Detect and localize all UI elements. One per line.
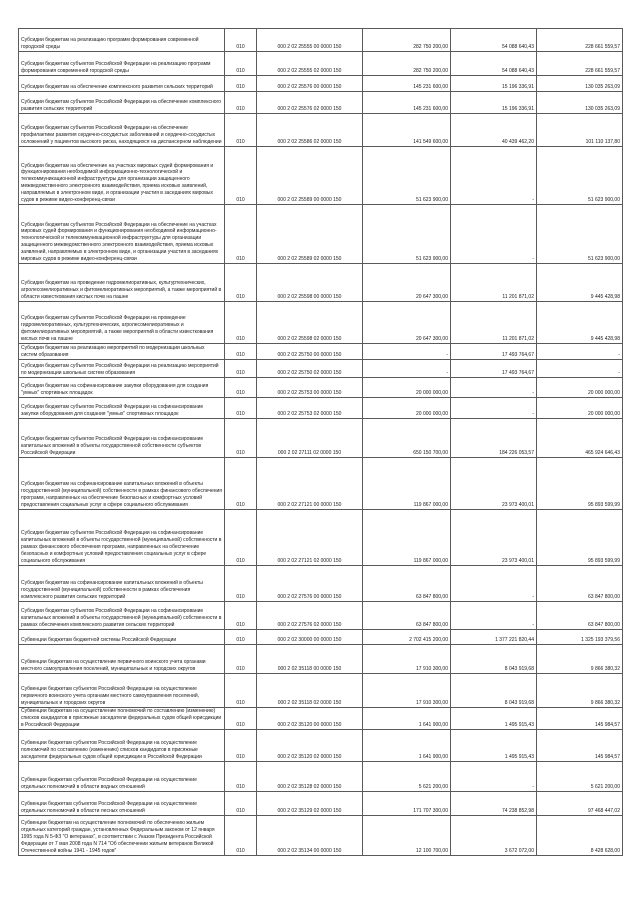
row-line-code: 010 [225, 147, 257, 205]
row-name: Субсидии бюджетам субъектов Российской Федерации на обеспечение профилактики развития сердечно-сосудистых заболеваний и сердечно-сосудистых осложнений у пациентов высокого риска, находящихся на диспансерном наблюдении [21, 125, 222, 146]
row-budget-code: 000 2 02 25589 02 0000 150 [257, 205, 363, 264]
row-line-code: 010 [225, 114, 257, 147]
row-approved-amount: 51 623 900,00 [363, 205, 451, 264]
row-name-cell [19, 147, 225, 205]
table-row [19, 458, 623, 510]
row-name: Субсидии бюджетам на проведение гидромелиоративных, культуртехнических, агролесомелиоративных и фитомелиоративных мероприятий, а также мероприятий в области известкования кислых почв на пашне [21, 280, 222, 301]
row-name-cell [19, 344, 225, 360]
table-row [19, 729, 623, 761]
row-budget-code: 000 2 02 25753 02 0000 150 [257, 398, 363, 419]
row-budget-code: 000 2 02 27121 00 0000 150 [257, 458, 363, 510]
row-unexecuted-amount: 1 325 193 379,56 [537, 630, 623, 645]
row-name: Субсидии бюджетам субъектов Российской Федерации на проведение гидромелиоративных, культуртехнических, агролесомелиоративных и фитомелиоративных мероприятий, а также мероприятий в области известкования кислых почв на пашне [21, 315, 214, 343]
row-approved-amount: 63 847 800,00 [363, 566, 451, 602]
row-name-cell [19, 708, 225, 730]
row-unexecuted-amount: 9 445 428,98 [537, 302, 623, 344]
row-name-cell [19, 302, 225, 344]
row-budget-code: 000 2 02 27111 02 0000 150 [257, 419, 363, 458]
row-unexecuted-amount: - [537, 344, 623, 360]
row-budget-code: 000 2 02 25555 02 0000 150 [257, 52, 363, 76]
row-line-code: 010 [225, 674, 257, 708]
row-unexecuted-amount: 97 468 447,02 [537, 791, 623, 815]
row-budget-code: 000 2 02 35129 02 0000 150 [257, 791, 363, 815]
row-executed-amount: 23 973 400,01 [451, 458, 537, 510]
table-row [19, 419, 623, 458]
row-executed-amount: - [451, 761, 537, 791]
row-name: Субсидии бюджетам субъектов Российской Федерации на софинансирование капитальных вложений в объекты государственной (муниципальной) собственности в рамках обеспечения комплексного развития сельских территорий [21, 608, 222, 629]
row-line-code: 010 [225, 378, 257, 398]
table-row [19, 29, 623, 52]
row-line-code: 010 [225, 398, 257, 419]
row-approved-amount: 145 231 600,00 [363, 76, 451, 92]
row-name: Субсидии бюджетам на обеспечение на участках мировых судей формирования и функционирования необходимой информационно-технологической и телекоммуникационной инфраструктуры для организации защищенного межведомственного электронного взаимодействия, приема исковых заявлений, направляемых в электронном виде, и организации участия в заседаниях мировых судов в режиме видео-конференц-связи [21, 162, 214, 204]
row-unexecuted-amount: 9 445 428,98 [537, 264, 623, 302]
row-approved-amount: 119 867 000,00 [363, 510, 451, 566]
row-executed-amount: 1 377 221 820,44 [451, 630, 537, 645]
row-name: Субсидии бюджетам на софинансирование закупки оборудования для создания "умных" спортивных площадок [21, 383, 209, 397]
row-unexecuted-amount: 130 035 263,09 [537, 76, 623, 92]
row-name-cell [19, 398, 225, 419]
table-row [19, 344, 623, 360]
row-name: Субвенции бюджетам субъектов Российской Федерации на осуществление отдельных полномочий в области водных отношений [21, 776, 197, 790]
row-executed-amount: 1 495 915,43 [451, 729, 537, 761]
table-row [19, 264, 623, 302]
row-line-code: 010 [225, 458, 257, 510]
row-executed-amount: 8 043 919,68 [451, 674, 537, 708]
row-name-cell [19, 815, 225, 855]
row-approved-amount: 145 231 600,00 [363, 92, 451, 114]
row-name: Субсидии бюджетам субъектов Российской Федерации на реализацию программ формирования современной городской среды [21, 61, 211, 75]
row-name-cell [19, 729, 225, 761]
row-executed-amount: 54 088 640,43 [451, 29, 537, 52]
row-name: Субвенции бюджетам на осуществление первичного воинского учета органами местного самоуправления поселений, муниципальных и городских округов [21, 659, 206, 673]
row-name-cell [19, 92, 225, 114]
row-name-cell [19, 674, 225, 708]
table-row [19, 92, 623, 114]
row-approved-amount: 119 867 000,00 [363, 458, 451, 510]
row-budget-code: 000 2 02 35118 00 0000 150 [257, 645, 363, 674]
row-name: Субсидии бюджетам на реализацию мероприятий по модернизации школьных систем образования [21, 345, 205, 359]
table-row [19, 205, 623, 264]
row-name: Субвенции бюджетам субъектов Российской Федерации на осуществление полномочий по составлению (изменению) списков кандидатов в присяжные заседатели федеральных судов общей юрисдикции в Российской Федерации [21, 740, 202, 760]
row-budget-code: 000 2 02 25576 00 0000 150 [257, 76, 363, 92]
row-budget-code: 000 2 02 30000 00 0000 150 [257, 630, 363, 645]
row-name: Субвенции бюджетам субъектов Российской Федерации на осуществление отдельных полномочий в области лесных отношений [21, 800, 197, 814]
table-row [19, 398, 623, 419]
row-name-cell [19, 566, 225, 602]
row-unexecuted-amount: 9 866 380,32 [537, 674, 623, 708]
row-approved-amount: 20 000 000,00 [363, 398, 451, 419]
row-name: Субсидии бюджетам на обеспечение комплексного развития сельских территорий [21, 84, 213, 91]
row-name: Субсидии бюджетам субъектов Российской Федерации на обеспечение на участках мировых судей формирования и функционирования необходимой информационно-технологической и телекоммуникационной инфраструктуры для организации защищенного межведомственного электронного взаимодействия, приема исковых заявлений, направляемых в электронном виде, и организации участия в заседаниях мировых судов в режиме видео-конференц-связи [21, 221, 219, 263]
row-unexecuted-amount: - [537, 360, 623, 378]
row-executed-amount: 184 226 053,57 [451, 419, 537, 458]
row-budget-code: 000 2 02 35128 02 0000 150 [257, 761, 363, 791]
row-approved-amount: 5 621 200,00 [363, 761, 451, 791]
row-approved-amount: 20 647 300,00 [363, 302, 451, 344]
row-approved-amount: 282 750 200,00 [363, 52, 451, 76]
row-name-cell [19, 76, 225, 92]
row-budget-code: 000 2 02 27576 02 0000 150 [257, 602, 363, 630]
row-line-code: 010 [225, 815, 257, 855]
row-budget-code: 000 2 02 35118 02 0000 150 [257, 674, 363, 708]
row-name-cell [19, 29, 225, 52]
budget-income-table [18, 28, 623, 856]
row-line-code: 010 [225, 344, 257, 360]
table-row [19, 302, 623, 344]
row-executed-amount: - [451, 602, 537, 630]
row-approved-amount: 2 702 415 200,00 [363, 630, 451, 645]
row-name-cell [19, 52, 225, 76]
table-row [19, 52, 623, 76]
table-row [19, 761, 623, 791]
table-row [19, 114, 623, 147]
row-line-code: 010 [225, 419, 257, 458]
row-executed-amount: 23 973 400,01 [451, 510, 537, 566]
row-executed-amount: 17 493 764,67 [451, 360, 537, 378]
table-row [19, 791, 623, 815]
row-line-code: 010 [225, 302, 257, 344]
row-name-cell [19, 458, 225, 510]
row-unexecuted-amount: 63 847 800,00 [537, 602, 623, 630]
row-name: Субсидии бюджетам на софинансирование капитальных вложений в объекты государственной (муниципальной) собственности в рамках обеспечения комплексного развития сельских территорий [21, 580, 203, 601]
row-budget-code: 000 2 02 35120 00 0000 150 [257, 708, 363, 730]
row-budget-code: 000 2 02 25750 02 0000 150 [257, 360, 363, 378]
row-name: Субсидии бюджетам субъектов Российской Федерации на софинансирование закупки оборудования для создания "умных" спортивных площадок [21, 404, 204, 418]
row-budget-code: 000 2 02 25576 02 0000 150 [257, 92, 363, 114]
row-line-code: 010 [225, 360, 257, 378]
row-line-code: 010 [225, 76, 257, 92]
row-line-code: 010 [225, 205, 257, 264]
row-unexecuted-amount: 20 000 000,00 [537, 378, 623, 398]
row-unexecuted-amount: 228 661 559,57 [537, 52, 623, 76]
row-line-code: 010 [225, 602, 257, 630]
row-name-cell [19, 419, 225, 458]
row-unexecuted-amount: 130 035 263,09 [537, 92, 623, 114]
table-row [19, 76, 623, 92]
table-row [19, 566, 623, 602]
row-unexecuted-amount: 465 924 646,43 [537, 419, 623, 458]
row-name: Субвенции бюджетам субъектов Российской Федерации на осуществление первичного воинского учета органами местного самоуправления поселений, муниципальных и городских округов [21, 686, 200, 707]
row-approved-amount: 1 641 900,00 [363, 708, 451, 730]
row-unexecuted-amount: 9 866 380,32 [537, 645, 623, 674]
row-unexecuted-amount: 63 847 800,00 [537, 566, 623, 602]
row-unexecuted-amount: 145 984,57 [537, 708, 623, 730]
row-approved-amount: 282 750 200,00 [363, 29, 451, 52]
row-unexecuted-amount: 8 428 628,00 [537, 815, 623, 855]
row-budget-code: 000 2 02 25586 02 0000 150 [257, 114, 363, 147]
row-approved-amount: 1 641 900,00 [363, 729, 451, 761]
row-name-cell [19, 264, 225, 302]
row-executed-amount: - [451, 147, 537, 205]
row-budget-code: 000 2 02 27121 02 0000 150 [257, 510, 363, 566]
row-name: Субсидии бюджетам субъектов Российской Федерации на софинансирование капитальных вложений в объекты государственной собственности субъектов Российской Федерации [21, 436, 204, 457]
row-approved-amount: 12 100 700,00 [363, 815, 451, 855]
table-row [19, 815, 623, 855]
table-row [19, 378, 623, 398]
row-name: Субвенции бюджетам на осуществление полномочий по обеспечению жильем отдельных категорий граждан, установленных Федеральным законом от 12 января 1995 года N 5-ФЗ "О ветеранах", в соответствии с Указом Президента Российской Федерации от 7 мая 2008 года N 714 "Об обеспечении жильем ветеранов Великой Отечественной войны 1941 - 1945 годов" [21, 820, 215, 854]
row-name: Субсидии бюджетам субъектов Российской Федерации на реализацию мероприятий по модернизации школьных систем образования [21, 363, 219, 377]
row-unexecuted-amount: 101 110 137,80 [537, 114, 623, 147]
row-executed-amount: - [451, 566, 537, 602]
row-budget-code: 000 2 02 27576 00 0000 150 [257, 566, 363, 602]
row-budget-code: 000 2 02 25750 00 0000 150 [257, 344, 363, 360]
row-name: Субсидии бюджетам субъектов Российской Федерации на обеспечение комплексного развития сельских территорий [21, 99, 221, 113]
row-name: Субсидии бюджетам субъектов Российской Федерации на софинансирование капитальных вложений в объекты государственной (муниципальной) собственности в рамках финансового обеспечения программ, направленных на обеспечение безопасных и комфортных условий предоставления социальных услуг в сфере социального обслуживания [21, 530, 222, 565]
row-executed-amount: 17 493 764,67 [451, 344, 537, 360]
row-approved-amount: 141 549 600,00 [363, 114, 451, 147]
row-name-cell [19, 510, 225, 566]
row-approved-amount: - [363, 344, 451, 360]
row-name: Субвенции бюджетам на осуществление полномочий по составлению (изменению) списков кандидатов в присяжные заседатели федеральных судов общей юрисдикции в Российской Федерации [21, 708, 222, 728]
row-executed-amount: 8 043 919,68 [451, 645, 537, 674]
row-budget-code: 000 2 02 25589 00 0000 150 [257, 147, 363, 205]
row-line-code: 010 [225, 52, 257, 76]
table-row [19, 360, 623, 378]
row-unexecuted-amount: 5 621 200,00 [537, 761, 623, 791]
row-name-cell [19, 378, 225, 398]
row-approved-amount: 51 623 900,00 [363, 147, 451, 205]
row-name: Субсидии бюджетам на софинансирование капитальных вложений в объекты государственной (муниципальной) собственности в рамках финансового обеспечения программ, направленных на обеспечение безопасных и комфортных условий предоставления социальных услуг в сфере социального обслуживания [21, 481, 222, 509]
row-approved-amount: 20 000 000,00 [363, 378, 451, 398]
row-executed-amount: 1 495 915,43 [451, 708, 537, 730]
row-name-cell [19, 761, 225, 791]
table-row [19, 147, 623, 205]
row-budget-code: 000 2 02 25753 00 0000 150 [257, 378, 363, 398]
row-approved-amount: 63 847 800,00 [363, 602, 451, 630]
row-line-code: 010 [225, 264, 257, 302]
row-executed-amount: - [451, 378, 537, 398]
row-executed-amount: 15 196 336,91 [451, 92, 537, 114]
row-name: Субсидии бюджетам на реализацию программ формирования современной городской среды [21, 37, 199, 51]
row-line-code: 010 [225, 729, 257, 761]
row-name: Субвенции бюджетам бюджетной системы Российской Федерации [21, 637, 177, 644]
row-approved-amount: 17 910 300,00 [363, 645, 451, 674]
row-name-cell [19, 360, 225, 378]
row-unexecuted-amount: 228 661 559,57 [537, 29, 623, 52]
row-unexecuted-amount: 95 893 599,99 [537, 458, 623, 510]
row-line-code: 010 [225, 566, 257, 602]
table-row [19, 630, 623, 645]
row-budget-code: 000 2 02 25598 00 0000 150 [257, 264, 363, 302]
row-executed-amount: 11 201 871,02 [451, 264, 537, 302]
row-name-cell [19, 205, 225, 264]
row-executed-amount: 3 672 072,00 [451, 815, 537, 855]
row-executed-amount: 54 088 640,43 [451, 52, 537, 76]
row-name-cell [19, 114, 225, 147]
row-budget-code: 000 2 02 35120 02 0000 150 [257, 729, 363, 761]
table-row [19, 602, 623, 630]
row-name-cell [19, 791, 225, 815]
row-approved-amount: - [363, 360, 451, 378]
row-line-code: 010 [225, 645, 257, 674]
row-budget-code: 000 2 02 25555 00 0000 150 [257, 29, 363, 52]
row-executed-amount: - [451, 398, 537, 419]
row-executed-amount: 40 439 462,20 [451, 114, 537, 147]
row-unexecuted-amount: 51 623 900,00 [537, 147, 623, 205]
row-line-code: 010 [225, 92, 257, 114]
row-line-code: 010 [225, 708, 257, 730]
row-approved-amount: 171 707 300,00 [363, 791, 451, 815]
row-line-code: 010 [225, 510, 257, 566]
row-executed-amount: 74 238 852,98 [451, 791, 537, 815]
table-row [19, 708, 623, 730]
row-budget-code: 000 2 02 25598 02 0000 150 [257, 302, 363, 344]
row-line-code: 010 [225, 761, 257, 791]
row-name-cell [19, 630, 225, 645]
row-unexecuted-amount: 145 984,57 [537, 729, 623, 761]
table-row [19, 510, 623, 566]
row-approved-amount: 650 150 700,00 [363, 419, 451, 458]
row-name-cell [19, 645, 225, 674]
row-executed-amount: - [451, 205, 537, 264]
table-row [19, 645, 623, 674]
row-unexecuted-amount: 20 000 000,00 [537, 398, 623, 419]
row-line-code: 010 [225, 630, 257, 645]
table-row [19, 674, 623, 708]
row-budget-code: 000 2 02 35134 00 0000 150 [257, 815, 363, 855]
row-approved-amount: 17 910 300,00 [363, 674, 451, 708]
row-unexecuted-amount: 95 893 599,99 [537, 510, 623, 566]
row-executed-amount: 11 201 871,02 [451, 302, 537, 344]
row-name-cell [19, 602, 225, 630]
row-line-code: 010 [225, 791, 257, 815]
row-unexecuted-amount: 51 623 900,00 [537, 205, 623, 264]
row-executed-amount: 15 196 336,91 [451, 76, 537, 92]
row-approved-amount: 20 647 300,00 [363, 264, 451, 302]
row-line-code: 010 [225, 29, 257, 52]
